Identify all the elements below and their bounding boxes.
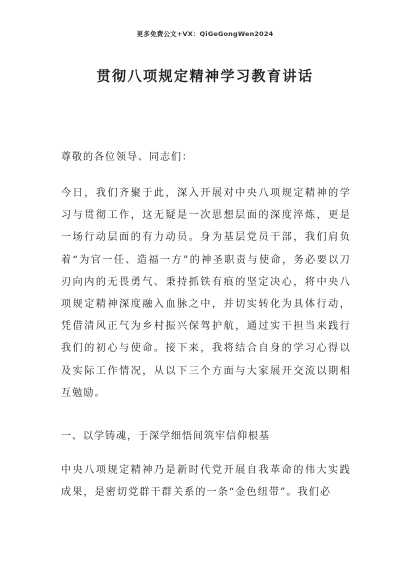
paragraph-section-1: 中央八项规定精神乃是新时代党开展自我革命的伟大实践成果，是密切党群干群关系的一条“金色纽带”。我们必 (61, 465, 351, 499)
header-note: 更多免费公文+VX：QiGeGongWen2024 (136, 30, 274, 38)
section-heading-1: 一、以学铸魂，于深学细悟间筑牢信仰根基 (61, 431, 270, 442)
salutation: 尊敬的各位领导、同志们： (61, 152, 193, 163)
paragraph-intro: 今日，我们齐聚于此，深入开展对中央八项规定精神的学习与贯彻工作，这无疑是一次思想层面的深度淬炼，更是一场行动层面的有力动员。身为基层党员干部，我们肩负着“为官一任、造福一方”的神圣职责与使命，务必要以刀刃向内的无畏勇气、秉持抓铁有痕的坚定决心，将中央八项规定精神深度融入血脉之中，并切实转化为具体行动，凭借清风正气为乡村振兴保驾护航，通过实干担当来践行我们的初心与使命。接下来，我将结合自身的学习心得以及实际工作情况，从以下三个方面与大家展开交流以期相互勉励。 (61, 188, 351, 399)
document-title: 贯彻八项规定精神学习教育讲话 (96, 69, 314, 85)
